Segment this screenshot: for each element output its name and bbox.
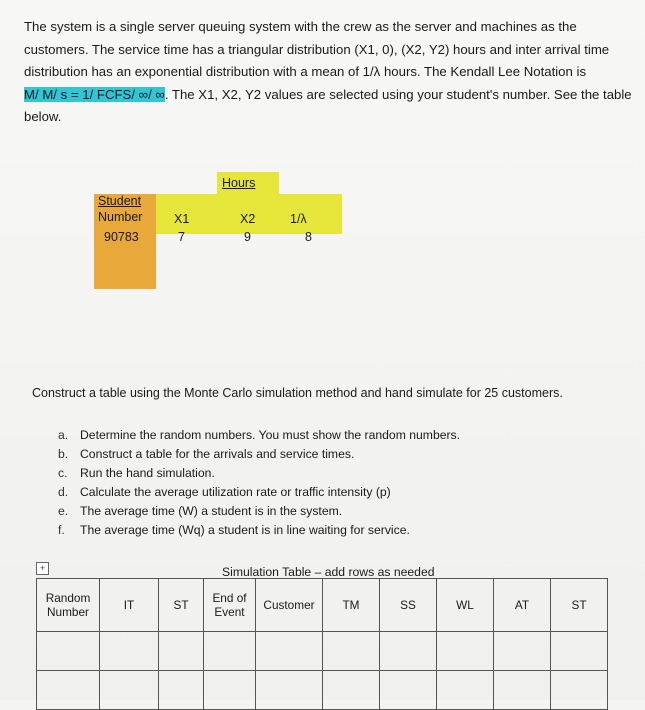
- intro-line-4: [24, 84, 636, 107]
- table-cell[interactable]: [380, 632, 437, 671]
- x1-value: 7: [178, 230, 185, 244]
- table-cell[interactable]: [204, 632, 256, 671]
- table-cell[interactable]: [380, 671, 437, 710]
- intro-line-3: distribution has an exponential distribution with a mean of 1/λ hours. The Kendall Lee Notation is: [24, 64, 587, 79]
- task-item-e: e. The average time (W) a student is in the system.: [58, 504, 343, 518]
- table-cell[interactable]: [494, 671, 551, 710]
- student-header-line2: Number: [98, 210, 143, 224]
- table-cell[interactable]: [323, 632, 380, 671]
- col-st-2[interactable]: ST: [551, 579, 608, 632]
- task-item-c: c. Run the hand simulation.: [58, 466, 215, 480]
- table-cell[interactable]: [494, 632, 551, 671]
- table-cell[interactable]: [256, 671, 323, 710]
- simulation-table-title: Simulation Table – add rows as needed: [222, 565, 435, 579]
- student-number-value: 90783: [104, 230, 139, 244]
- table-cell[interactable]: [551, 632, 608, 671]
- col-tm[interactable]: TM: [323, 579, 380, 632]
- lambda-value: 8: [305, 230, 312, 244]
- col-random-number[interactable]: Random Number: [37, 579, 100, 632]
- construct-instruction: Construct a table using the Monte Carlo simulation method and hand simulate for 25 customers.: [32, 386, 563, 400]
- col-st[interactable]: ST: [159, 579, 204, 632]
- table-cell[interactable]: [159, 671, 204, 710]
- table-cell[interactable]: [37, 671, 100, 710]
- table-cell[interactable]: [204, 671, 256, 710]
- col-end-of-event[interactable]: End of Event: [204, 579, 256, 632]
- task-item-f: f. The average time (Wq) a student is in line waiting for service.: [58, 523, 410, 537]
- problem-statement: [24, 16, 636, 129]
- intro-line-5: below.: [24, 109, 62, 124]
- task-item-d: d. Calculate the average utilization rate or traffic intensity (p): [58, 485, 391, 499]
- task-item-b: b. Construct a table for the arrivals and service times.: [58, 447, 355, 461]
- intro-line-4-rest: . The X1, X2, Y2 values are selected using your student's number. See the table: [164, 86, 632, 102]
- table-row: [37, 632, 608, 671]
- task-item-a: a. Determine the random numbers. You must show the random numbers.: [58, 428, 461, 442]
- col-it[interactable]: IT: [100, 579, 159, 632]
- student-header-line1: Student: [98, 194, 142, 208]
- intro-line-1: The system is a single server queuing system with the crew as the server and machines as the: [24, 19, 577, 34]
- table-cell[interactable]: [437, 632, 494, 671]
- table-cell[interactable]: [37, 632, 100, 671]
- table-row: [37, 671, 608, 710]
- col-wl[interactable]: WL: [437, 579, 494, 632]
- table-cell[interactable]: [437, 671, 494, 710]
- x1-header: X1: [174, 212, 190, 226]
- kendall-notation: M/ M/ s = 1/ FCFS/ ∞/ ∞: [24, 86, 165, 102]
- table-cell[interactable]: [551, 671, 608, 710]
- table-cell[interactable]: [323, 671, 380, 710]
- task-list: [58, 426, 460, 540]
- lambda-header: 1/λ: [290, 212, 307, 226]
- col-customer[interactable]: Customer: [256, 579, 323, 632]
- table-cell[interactable]: [256, 632, 323, 671]
- col-at[interactable]: AT: [494, 579, 551, 632]
- intro-line-2: customers. The service time has a triangular distribution (X1, 0), (X2, Y2) hours and inter arrival time: [24, 41, 610, 57]
- table-cell[interactable]: [100, 671, 159, 710]
- hours-label: Hours: [222, 176, 256, 190]
- table-move-handle-icon[interactable]: +: [36, 562, 49, 575]
- col-ss[interactable]: SS: [380, 579, 437, 632]
- x2-value: 9: [244, 230, 251, 244]
- simulation-table: [36, 578, 608, 710]
- x2-header: X2: [240, 212, 256, 226]
- table-cell[interactable]: [159, 632, 204, 671]
- simulation-header-row: [37, 579, 608, 632]
- table-cell[interactable]: [100, 632, 159, 671]
